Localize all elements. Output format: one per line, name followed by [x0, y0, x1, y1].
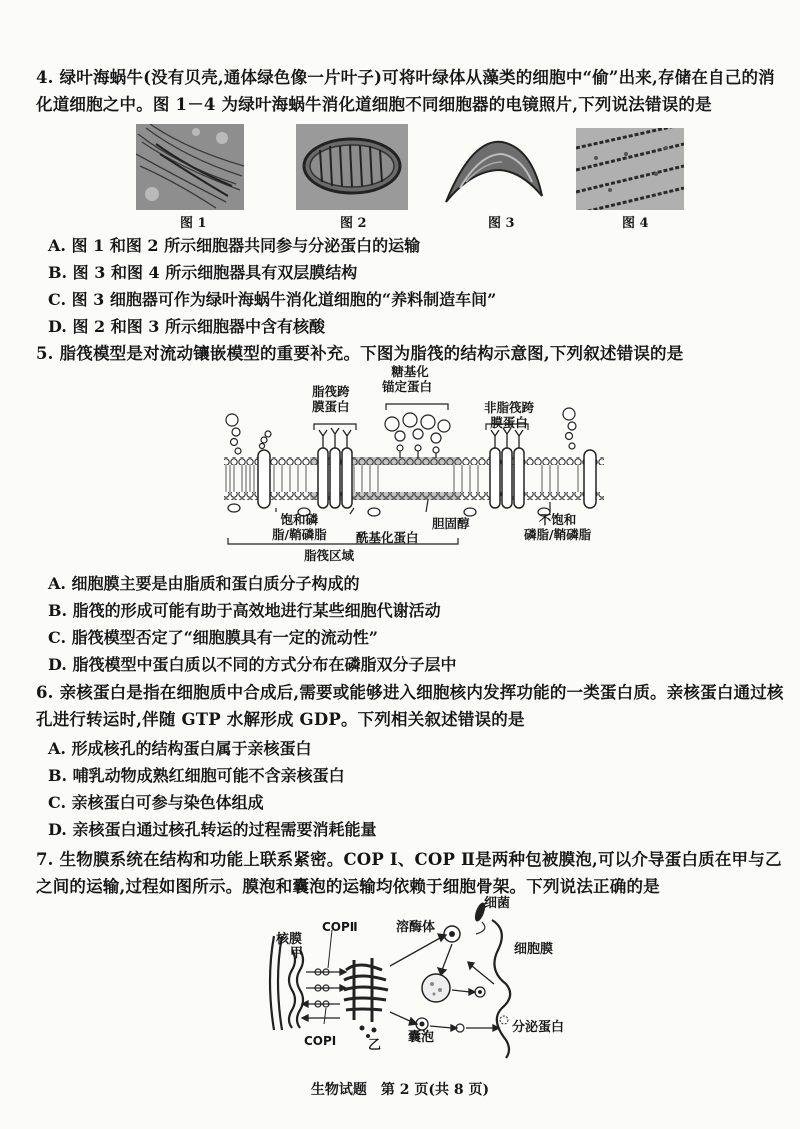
em-photo-3	[442, 132, 546, 210]
label-cop2: COPⅡ	[322, 920, 358, 934]
caption-fig-2: 图 2	[340, 216, 367, 231]
em-photo-1	[136, 124, 244, 210]
label-raft-tm-protein: 脂筏跨 膜蛋白	[312, 384, 350, 414]
q5-option-b: B. 脂筏的形成可能有助于高效地进行某些细胞代谢活动	[48, 601, 441, 620]
question-7-stem: 7. 生物膜系统在结构和功能上联系紧密。COP Ⅰ、COP Ⅱ是两种包被膜泡,可以介导蛋白质在甲与乙之间的运输,过程如图所示。膜泡和囊泡的运输均依赖于细胞骨架。下列说法正确的是	[36, 850, 782, 896]
question-6-stem: 6. 亲核蛋白是指在细胞质中合成后,需要或能够进入细胞核内发挥功能的一类蛋白质。亲核蛋白通过核孔进行转运时,伴随 GTP 水解形成 GDP。下列相关叙述错误的是	[36, 683, 784, 729]
label-raft-region: 脂筏区域	[304, 548, 355, 563]
caption-fig-3: 图 3	[488, 216, 515, 231]
q6-option-b: B. 哺乳动物成熟红细胞可能不含亲核蛋白	[48, 766, 345, 785]
q4-option-d: D. 图 2 和图 3 所示细胞器中含有核酸	[48, 317, 325, 336]
page-footer: 生物试题 第 2 页(共 8 页)	[310, 1082, 490, 1098]
q5-option-c: C. 脂筏模型否定了“细胞膜具有一定的流动性”	[48, 628, 379, 647]
label-vesicle: 囊泡	[408, 1030, 435, 1045]
em-photo-2	[296, 124, 408, 210]
label-yi: 乙	[368, 1038, 382, 1053]
label-gpi-protein: 糖基化 锚定蛋白	[382, 364, 433, 394]
q5-option-d: D. 脂筏模型中蛋白质以不同的方式分布在磷脂双分子层中	[48, 655, 457, 674]
q5-option-a: A. 细胞膜主要是由脂质和蛋白质分子构成的	[48, 574, 360, 593]
question-4-stem: 4. 绿叶海蜗牛(没有贝壳,通体绿色像一片叶子)可将叶绿体从藻类的细胞中“偷”出来,存储在自己的消化道细胞之中。图 1－4 为绿叶海蜗牛消化道细胞不同细胞器的电镜照片,下列说法错误的是	[36, 68, 775, 114]
label-unsaturated-lipid: 不饱和 磷脂/鞘磷脂	[524, 512, 592, 542]
label-secretory-protein: 分泌蛋白	[512, 1020, 565, 1035]
label-cell-membrane: 细胞膜	[514, 942, 554, 957]
label-cholesterol: 胆固醇	[432, 516, 470, 531]
caption-fig-4: 图 4	[622, 216, 649, 231]
label-nonraft-tm-protein: 非脂筏跨 膜蛋白	[484, 400, 535, 430]
q4-option-b: B. 图 3 和图 4 所示细胞器具有双层膜结构	[48, 263, 358, 282]
label-jia: 甲	[290, 946, 304, 961]
label-bacteria: 细菌	[484, 896, 511, 911]
label-nuclear-membrane: 核膜	[276, 932, 303, 947]
q6-option-d: D. 亲核蛋白通过核孔转运的过程需要消耗能量	[48, 820, 377, 839]
label-saturated-lipid: 饱和磷 脂/鞘磷脂	[272, 512, 327, 542]
caption-fig-1: 图 1	[180, 216, 207, 231]
em-photo-4	[576, 128, 684, 210]
question-5-stem: 5. 脂筏模型是对流动镶嵌模型的重要补充。下图为脂筏的结构示意图,下列叙述错误的是	[36, 344, 684, 363]
label-lysosome: 溶酶体	[396, 920, 436, 935]
label-acylated-protein: 酰基化蛋白	[356, 530, 419, 545]
q4-option-a: A. 图 1 和图 2 所示细胞器共同参与分泌蛋白的运输	[48, 236, 421, 255]
q6-option-c: C. 亲核蛋白可参与染色体组成	[48, 793, 264, 812]
q6-option-a: A. 形成核孔的结构蛋白属于亲核蛋白	[48, 739, 312, 758]
label-cop1: COPⅠ	[304, 1034, 337, 1048]
q4-option-c: C. 图 3 细胞器可作为绿叶海蜗牛消化道细胞的“养料制造车间”	[48, 290, 497, 309]
